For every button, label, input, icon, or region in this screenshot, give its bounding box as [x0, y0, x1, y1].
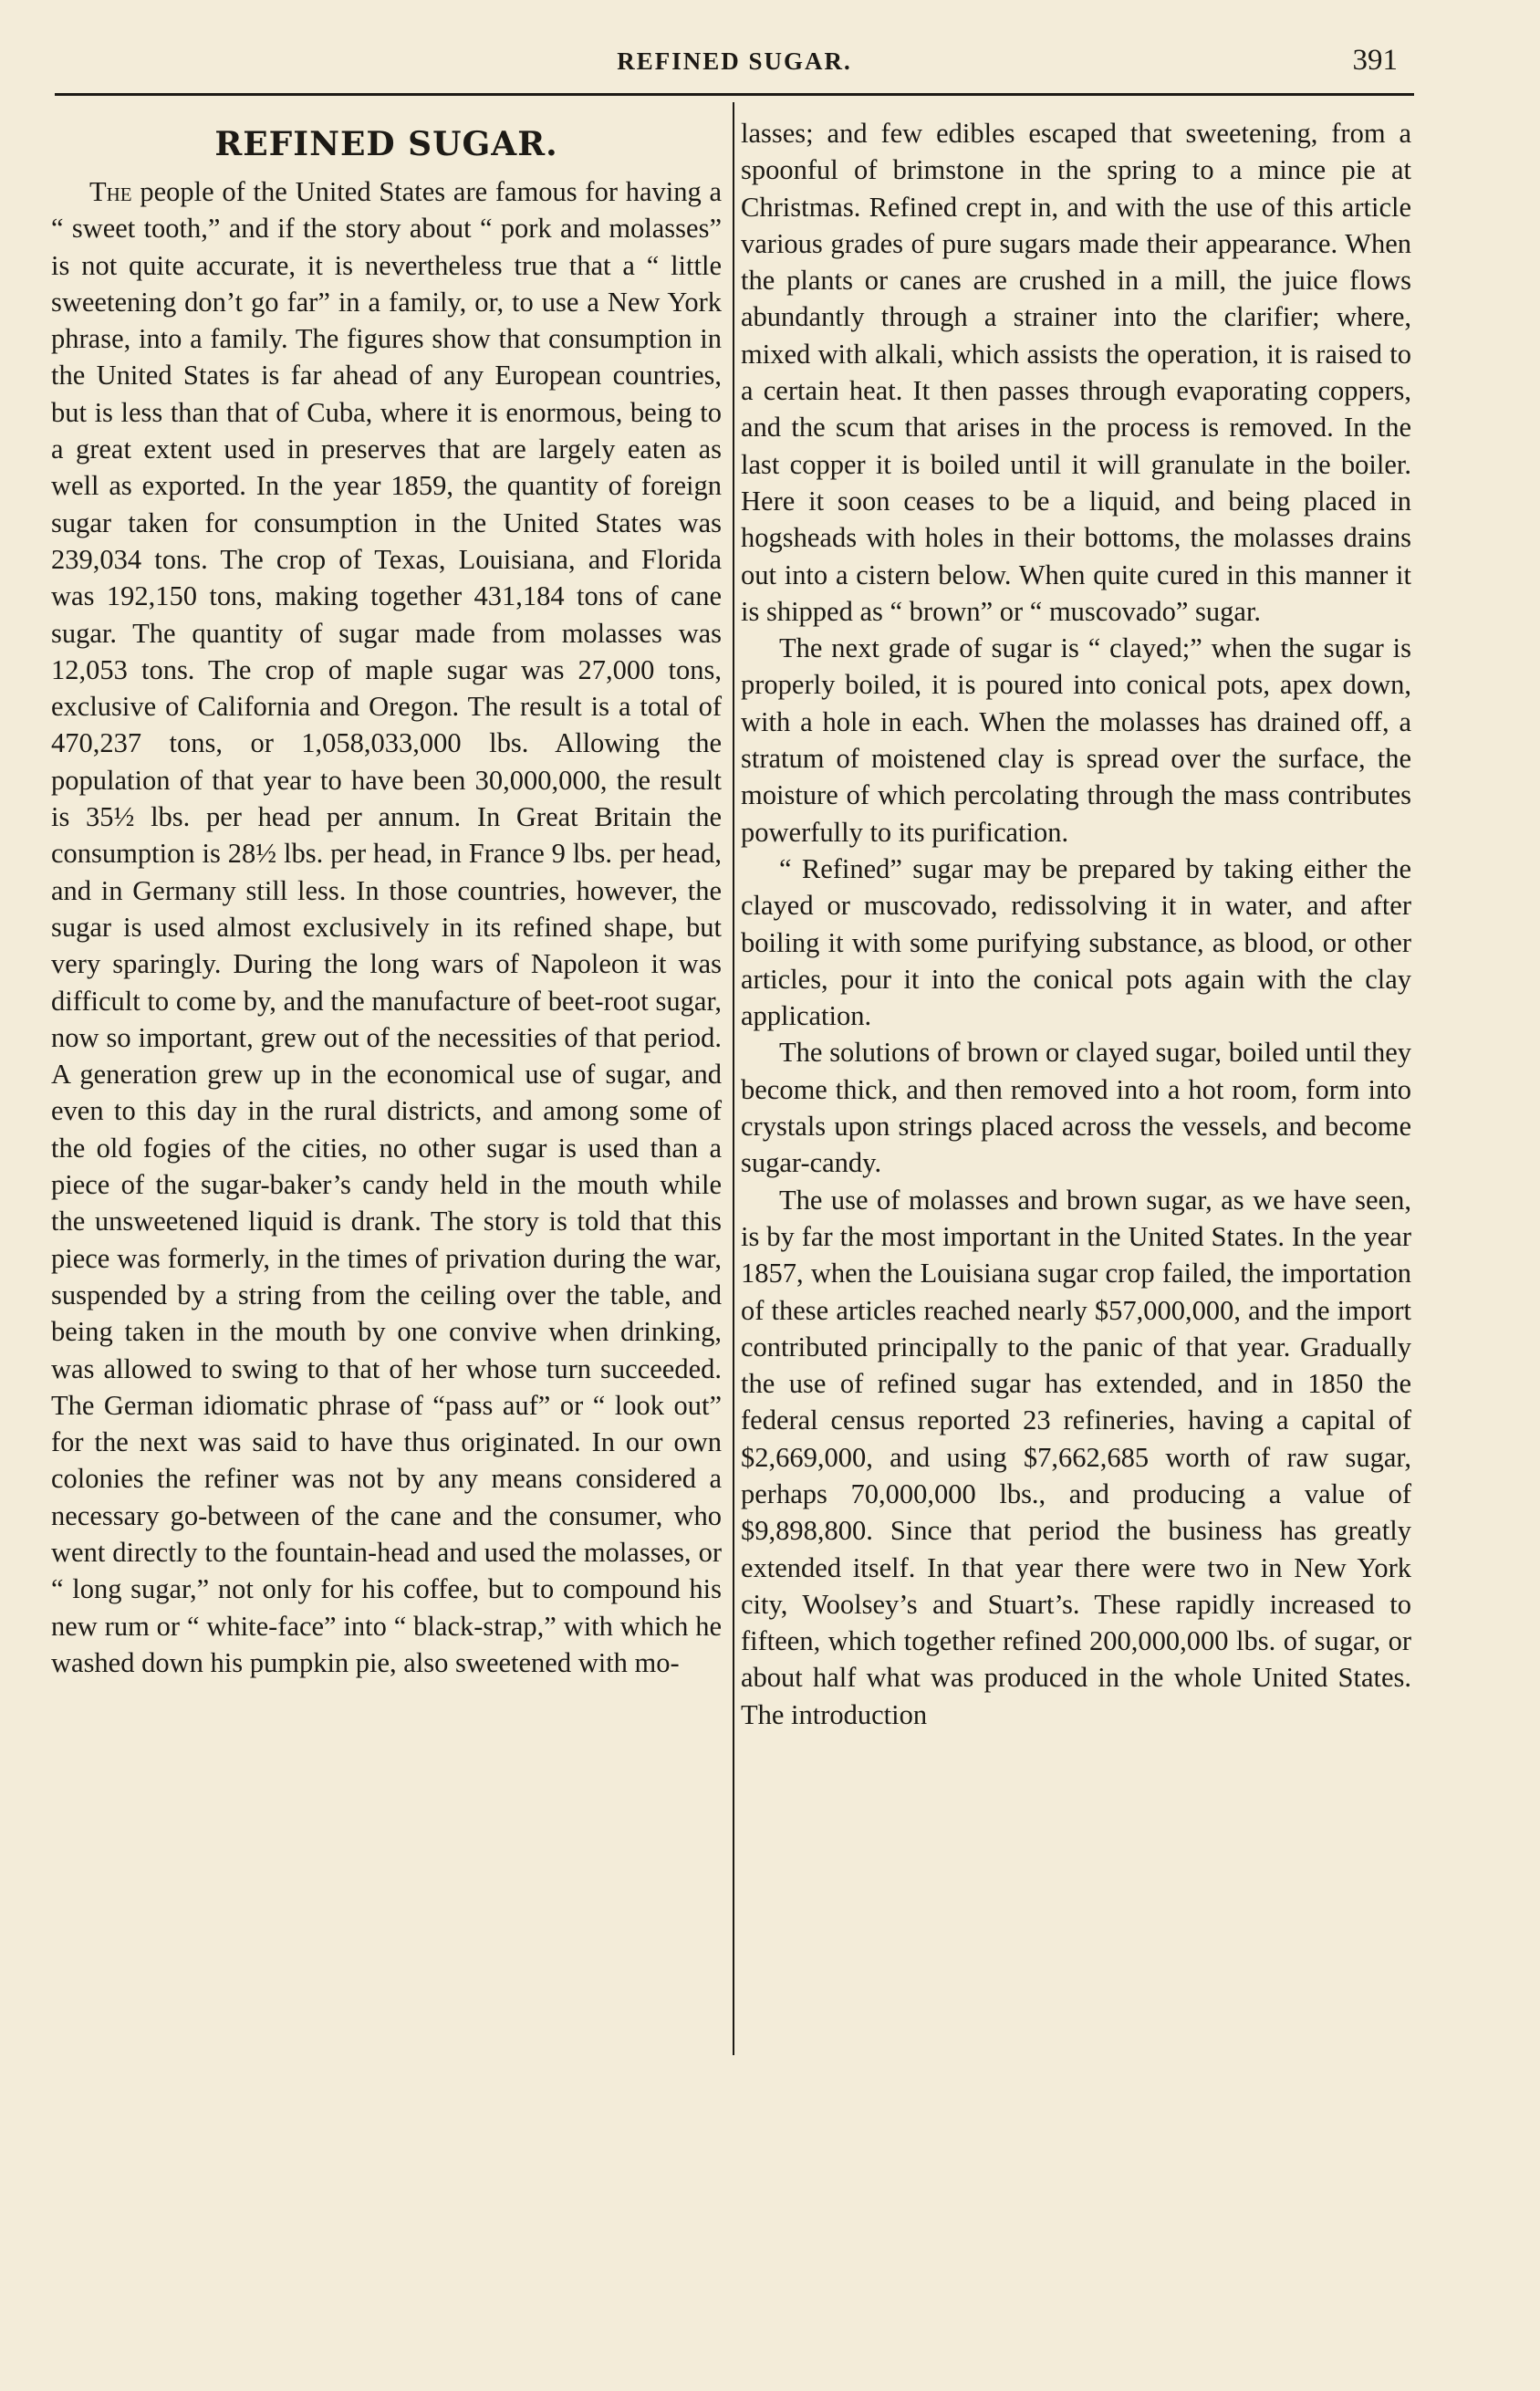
paragraph-text: people of the United States are famous for having a “ sweet tooth,” and if the story about “ pork and molasses” is not quite accurate, it is nevertheless true that a “ little sweetening don’t go far” in a family, or, to use a New York phrase, into a family. The figures show that consumption in the United States is far ahead of any European countries, but is less than that of Cuba, where it is enormous, being to a great extent used in preserves that are largely eaten as well as exported. In the year 1859, the quantity of foreign sugar taken for consumption in the United States was 239,034 tons. The crop of Texas, Louisiana, and Florida was 192,150 tons, making together 431,184 tons of cane sugar. The quantity of sugar made from molasses was 12,053 tons. The crop of maple sugar was 27,000 tons, exclusive of California and Oregon. The result is a total of 470,237 tons, or 1,058,033,000 lbs. Allowing the population of that year to have been 30,000,000, the result is 35½ lbs. per head per annum. In Great Britain the consumption is 28½ lbs. per head, in France 9 lbs. per head, and in Germany still less. In those countries, however, the sugar is used almost exclusively in its refined shape, but very sparingly. During the long wars of Napoleon it was difficult to come by, and the manufacture of beet-root sugar, now so important, grew out of the necessities of that period. A generation grew up in the economical use of sugar, and even to this day in the rural districts, and among some of the old fogies of the cities, no other sugar is used than a piece of the sugar-baker’s candy held in the mouth while the unsweetened liquid is drank. The story is told that this piece was formerly, in the times of privation during the war, suspended by a string from the ceiling over the table, and being taken in the mouth by one convive when drinking, was allowed to swing to that of her whose turn succeeded. The German idiomatic phrase of “pass auf” or “ look out” for the next was said to have thus originated. In our own colonies the refiner was not by any means considered a necessary go-between of the cane and the consumer, who went directly to the fountain-head and used the molasses, or “ long sugar,” not only for his coffee, but to compound his new rum or “ white-face” into “ black-strap,” with which he washed down his pumpkin pie, also sweetened with mo- — [51, 176, 723, 1678]
page-number: 391 — [1352, 44, 1398, 77]
paragraph: The use of molasses and brown sugar, as we have seen, is by far the most important in the United States. In the year 1857, when the Louisiana sugar crop failed, the importation of these articles reached nearly $57,000,000, and the import contributed principally to the panic of that year. Gradually the use of refined sugar has extended, and in 1850 the federal census reported 23 refineries, having a capital of $2,669,000, and using $7,662,685 worth of raw sugar, perhaps 70,000,000 lbs., and producing a value of $9,898,800. Since that period the business has greatly extended itself. In that year there were two in New York city, Woolsey’s and Stuart’s. These rapidly increased to fifteen, which together refined 200,000,000 lbs. of sugar, or about half what was produced in the whole United States. The introduction — [741, 1184, 1411, 1730]
right-column — [741, 115, 1411, 1733]
article-title: REFINED SUGAR. — [214, 125, 558, 163]
paragraph: The solutions of brown or clayed sugar, boiled until they become thick, and then removed into a hot room, form into crystals upon strings placed across the vessels, and become sugar-candy. — [741, 1037, 1411, 1179]
header-rule — [55, 93, 1414, 96]
paragraph: The next grade of sugar is “ clayed;” when the sugar is properly boiled, it is poured into conical pots, apex down, with a hole in each. When the molasses has drained off, a stratum of moistened clay is spread over the surface, the moisture of which percolating through the mass contributes powerfully to its purification. — [741, 632, 1411, 848]
paragraph — [51, 173, 722, 1681]
left-column — [51, 110, 722, 1681]
lead-word: The — [89, 176, 132, 207]
page-header — [55, 44, 1414, 80]
column-divider — [733, 102, 734, 2055]
paragraph: “ Refined” sugar may be prepared by taking either the clayed or muscovado, redissolving it in water, and after boiling it with some purifying substance, as blood, or other articles, pour it into the conical pots again with the clay application. — [741, 852, 1411, 1032]
paragraph: lasses; and few edibles escaped that sweetening, from a spoonful of brimstone in the spring to a mince pie at Christmas. Refined crept in, and with the use of this article various grades of pure sugars made their appearance. When the plants or canes are crushed in a mill, the juice flows abundantly through a strainer into the clarifier; where, mixed with alkali, which assists the operation, it is raised to a certain heat. It then passes through evaporating coppers, and the scum that arises in the process is removed. In the last copper it is boiled until it will granulate in the boiler. Here it soon ceases to be a liquid, and being placed in hogsheads with holes in their bottoms, the molasses drains out into a cistern below. When quite cured in this manner it is shipped as “ brown” or “ muscovado” sugar. — [741, 118, 1411, 627]
running-head: REFINED SUGAR. — [617, 47, 852, 75]
